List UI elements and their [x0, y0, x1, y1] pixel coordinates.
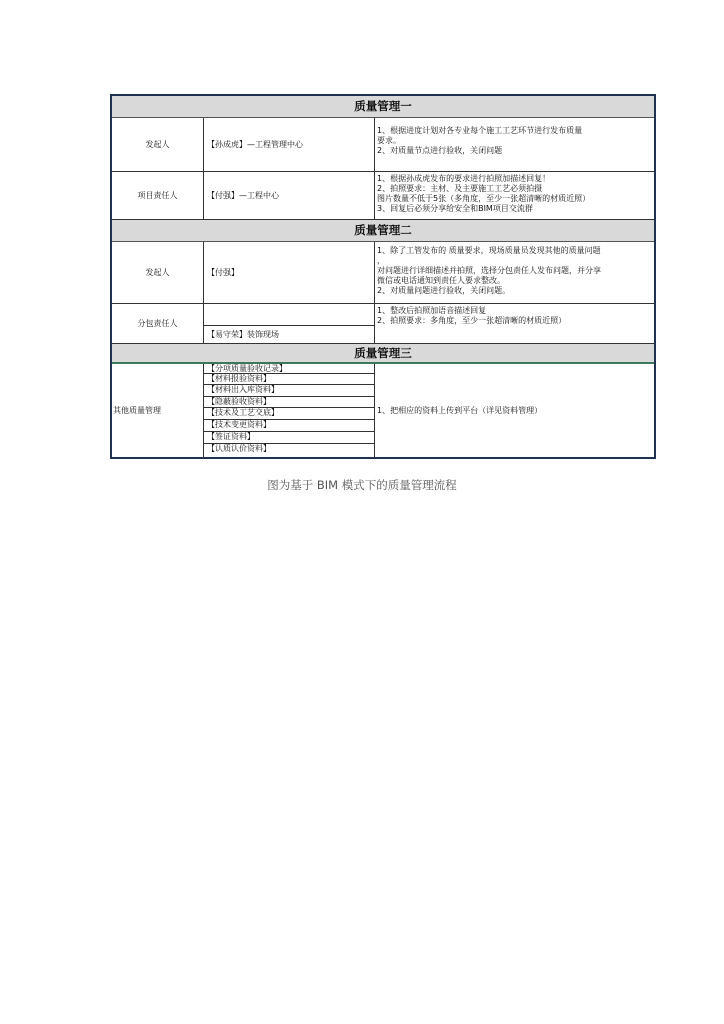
- section-title: 质量管理二: [354, 223, 412, 237]
- task-line: 1、除了工管发布的 质量要求，现场质量员发现其他的质量问题: [377, 246, 601, 255]
- list-item: 【隐蔽验收资料】: [204, 397, 374, 408]
- section-header-2: [112, 220, 654, 242]
- person-cell: 【孙成虎】—工程管理中心: [204, 118, 375, 171]
- role-cell: 其他质量管理: [112, 364, 204, 458]
- person-cell: 【付强】: [204, 242, 375, 303]
- task-line: 2、对质量问题进行验收，关闭问题。: [377, 286, 511, 295]
- task-cell: [375, 124, 654, 171]
- table-row: [112, 242, 654, 304]
- section-title: 质量管理三: [354, 346, 412, 360]
- table-row: [112, 364, 654, 458]
- figure-caption: 图为基于 BIM 模式下的质量管理流程: [267, 478, 457, 492]
- role-cell: 项目责任人: [112, 172, 204, 219]
- task-line: ，: [377, 256, 385, 265]
- role-cell: 发起人: [112, 118, 204, 171]
- list-item: 【材料报验资料】: [204, 374, 374, 385]
- task-line: 微信或电话通知到责任人要求整改。: [377, 276, 505, 285]
- section-header-1: [112, 96, 654, 118]
- task-line: 1、根据进度计划对各专业每个施工工艺环节进行发布质量: [377, 126, 583, 135]
- person-cell: 【易守荣】装饰现场: [204, 326, 375, 343]
- document-list: [204, 364, 375, 458]
- role-cell: 分包责任人: [112, 304, 204, 343]
- task-line: 1、根据孙成虎发布的要求进行拍照加描述回复！: [377, 174, 551, 183]
- section-header-3: [112, 344, 654, 364]
- table-row: [112, 118, 654, 172]
- task-line: 对问题进行详细描述并拍照，选择分包责任人发布问题，并分享: [377, 266, 601, 275]
- list-item: 【分项质量验收记录】: [204, 364, 374, 374]
- list-item: 【认质认价资料】: [207, 444, 271, 453]
- task-line: 2、拍照要求：主材、及主要施工工艺必须拍摄: [377, 184, 543, 193]
- list-item: 【技术及工艺交底】: [204, 408, 374, 420]
- task-cell: [375, 242, 654, 303]
- task-cell: [375, 304, 654, 343]
- task-line: 3、回复后必须分享给安全和BIM项目交流群: [377, 204, 533, 213]
- table-row: [112, 172, 654, 220]
- task-line: 2、对质量节点进行验收，关闭问题: [377, 146, 503, 155]
- list-item: 【材料出入库资料】: [204, 385, 374, 397]
- person-cell-blank: [204, 304, 375, 326]
- list-item: 【技术变更资料】: [204, 420, 374, 432]
- section-title: 质量管理一: [354, 99, 412, 113]
- task-cell: [375, 172, 654, 219]
- table-row: [112, 304, 654, 344]
- task-line: 要求。: [377, 136, 401, 145]
- task-line: 2、拍照要求：多角度，至少一张超清晰的材质近照）: [377, 316, 567, 325]
- task-line: 1、整改后拍照加语音描述回复: [377, 306, 487, 315]
- list-item: 【签证资料】: [204, 432, 374, 444]
- person-cell: 【付强】—工程中心: [204, 172, 375, 219]
- quality-management-table: [110, 94, 656, 459]
- role-cell: 发起人: [112, 242, 204, 303]
- task-line: 图片数量不低于5张（多角度，至少一张超清晰的材质近照）: [377, 194, 591, 203]
- task-line: 1、把相应的资料上传到平台（详见资料管理）: [377, 406, 543, 415]
- task-cell: [375, 364, 654, 458]
